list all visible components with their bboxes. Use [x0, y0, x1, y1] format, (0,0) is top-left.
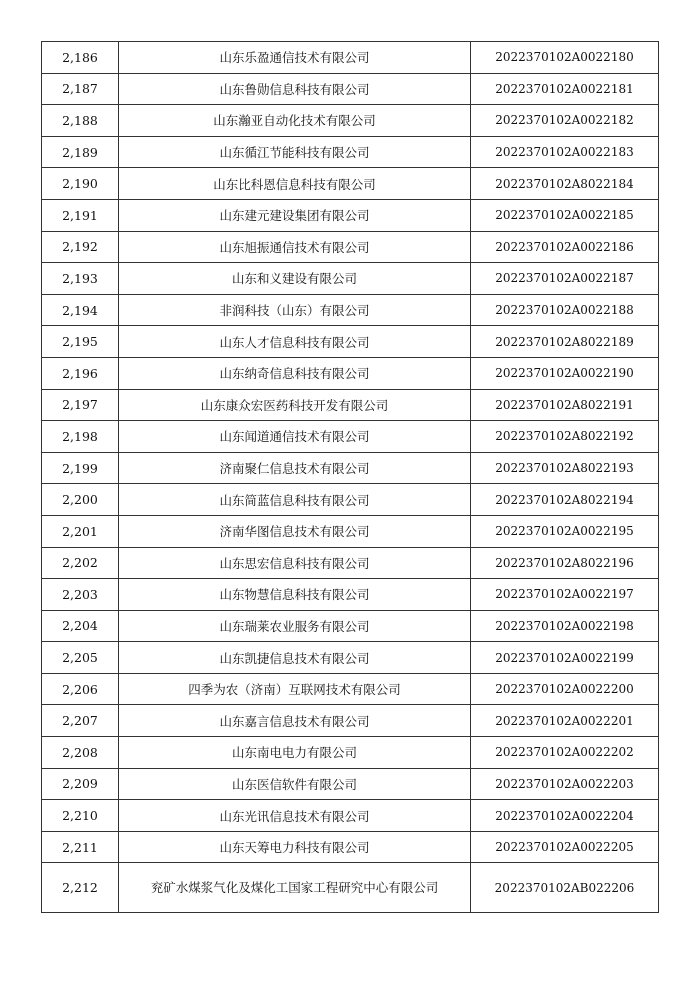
- row-number: 2,211: [42, 831, 119, 863]
- company-name: 山东天筹电力科技有限公司: [119, 831, 471, 863]
- row-number: 2,196: [42, 357, 119, 389]
- row-number: 2,206: [42, 673, 119, 705]
- company-name: 兖矿水煤浆气化及煤化工国家工程研究中心有限公司: [119, 863, 471, 913]
- registration-code: 2022370102A8022192: [471, 421, 659, 453]
- table-row: [42, 263, 659, 295]
- row-number: 2,199: [42, 452, 119, 484]
- row-number: 2,210: [42, 800, 119, 832]
- company-name: 山东康众宏医药科技开发有限公司: [119, 389, 471, 421]
- table-row: [42, 673, 659, 705]
- row-number: 2,193: [42, 263, 119, 295]
- table-row: [42, 579, 659, 611]
- table-row: [42, 831, 659, 863]
- company-name: 山东和义建设有限公司: [119, 263, 471, 295]
- registration-code: 2022370102A0022198: [471, 610, 659, 642]
- row-number: 2,186: [42, 42, 119, 74]
- company-name: 山东循江节能科技有限公司: [119, 136, 471, 168]
- registration-code: 2022370102A0022181: [471, 73, 659, 105]
- registration-code: 2022370102A0022187: [471, 263, 659, 295]
- registration-code: 2022370102A0022190: [471, 357, 659, 389]
- table-row: [42, 294, 659, 326]
- table-row: [42, 105, 659, 137]
- row-number: 2,200: [42, 484, 119, 516]
- company-name: 山东人才信息科技有限公司: [119, 326, 471, 358]
- registration-code: 2022370102A0022185: [471, 199, 659, 231]
- registration-code: 2022370102A0022195: [471, 515, 659, 547]
- table-row: [42, 515, 659, 547]
- table-row: [42, 357, 659, 389]
- company-name: 济南聚仁信息技术有限公司: [119, 452, 471, 484]
- table-row: [42, 389, 659, 421]
- company-name: 山东南电电力有限公司: [119, 737, 471, 769]
- company-name: 山东物慧信息科技有限公司: [119, 579, 471, 611]
- table-row: [42, 642, 659, 674]
- company-name: 山东闻道通信技术有限公司: [119, 421, 471, 453]
- company-name: 山东凯捷信息技术有限公司: [119, 642, 471, 674]
- registration-code: 2022370102A0022204: [471, 800, 659, 832]
- registration-code: 2022370102A8022194: [471, 484, 659, 516]
- registration-code: 2022370102A8022184: [471, 168, 659, 200]
- registration-code: 2022370102A0022199: [471, 642, 659, 674]
- row-number: 2,212: [42, 863, 119, 913]
- table-row: [42, 737, 659, 769]
- company-name: 山东光讯信息技术有限公司: [119, 800, 471, 832]
- company-table-body: [42, 42, 659, 913]
- table-row: [42, 199, 659, 231]
- row-number: 2,189: [42, 136, 119, 168]
- table-row: [42, 610, 659, 642]
- table-row: [42, 421, 659, 453]
- company-name: 非润科技（山东）有限公司: [119, 294, 471, 326]
- company-name: 山东鲁勋信息科技有限公司: [119, 73, 471, 105]
- registration-code: 2022370102AB022206: [471, 863, 659, 913]
- row-number: 2,188: [42, 105, 119, 137]
- table-row: [42, 547, 659, 579]
- table-row: [42, 800, 659, 832]
- company-name: 山东纳奇信息科技有限公司: [119, 357, 471, 389]
- row-number: 2,187: [42, 73, 119, 105]
- table-row: [42, 326, 659, 358]
- row-number: 2,203: [42, 579, 119, 611]
- company-name: 山东简蓝信息科技有限公司: [119, 484, 471, 516]
- registration-code: 2022370102A0022200: [471, 673, 659, 705]
- registration-code: 2022370102A0022197: [471, 579, 659, 611]
- registration-code: 2022370102A0022180: [471, 42, 659, 74]
- row-number: 2,191: [42, 199, 119, 231]
- registration-code: 2022370102A0022203: [471, 768, 659, 800]
- row-number: 2,198: [42, 421, 119, 453]
- registration-code: 2022370102A8022196: [471, 547, 659, 579]
- company-name: 四季为农（济南）互联网技术有限公司: [119, 673, 471, 705]
- table-row: [42, 705, 659, 737]
- row-number: 2,205: [42, 642, 119, 674]
- table-row: [42, 484, 659, 516]
- registration-code: 2022370102A0022186: [471, 231, 659, 263]
- row-number: 2,195: [42, 326, 119, 358]
- row-number: 2,190: [42, 168, 119, 200]
- company-name: 山东旭振通信技术有限公司: [119, 231, 471, 263]
- company-name: 济南华图信息技术有限公司: [119, 515, 471, 547]
- registration-code: 2022370102A0022188: [471, 294, 659, 326]
- registration-code: 2022370102A0022182: [471, 105, 659, 137]
- company-name: 山东乐盈通信技术有限公司: [119, 42, 471, 74]
- row-number: 2,204: [42, 610, 119, 642]
- company-name: 山东比科恩信息科技有限公司: [119, 168, 471, 200]
- row-number: 2,209: [42, 768, 119, 800]
- company-name: 山东瑞莱农业服务有限公司: [119, 610, 471, 642]
- registration-code: 2022370102A8022189: [471, 326, 659, 358]
- table-row: [42, 768, 659, 800]
- table-row: [42, 863, 659, 913]
- registration-code: 2022370102A0022183: [471, 136, 659, 168]
- table-row: [42, 73, 659, 105]
- row-number: 2,208: [42, 737, 119, 769]
- registration-code: 2022370102A0022201: [471, 705, 659, 737]
- company-name: 山东医信软件有限公司: [119, 768, 471, 800]
- registration-code: 2022370102A8022193: [471, 452, 659, 484]
- registration-code: 2022370102A0022202: [471, 737, 659, 769]
- row-number: 2,192: [42, 231, 119, 263]
- row-number: 2,197: [42, 389, 119, 421]
- company-table: [41, 41, 659, 913]
- row-number: 2,194: [42, 294, 119, 326]
- registration-code: 2022370102A0022205: [471, 831, 659, 863]
- company-name: 山东思宏信息科技有限公司: [119, 547, 471, 579]
- table-row: [42, 231, 659, 263]
- company-name: 山东嘉言信息技术有限公司: [119, 705, 471, 737]
- company-name: 山东瀚亚自动化技术有限公司: [119, 105, 471, 137]
- table-row: [42, 452, 659, 484]
- row-number: 2,201: [42, 515, 119, 547]
- table-row: [42, 136, 659, 168]
- registration-code: 2022370102A8022191: [471, 389, 659, 421]
- table-row: [42, 42, 659, 74]
- row-number: 2,202: [42, 547, 119, 579]
- row-number: 2,207: [42, 705, 119, 737]
- table-row: [42, 168, 659, 200]
- company-name: 山东建元建设集团有限公司: [119, 199, 471, 231]
